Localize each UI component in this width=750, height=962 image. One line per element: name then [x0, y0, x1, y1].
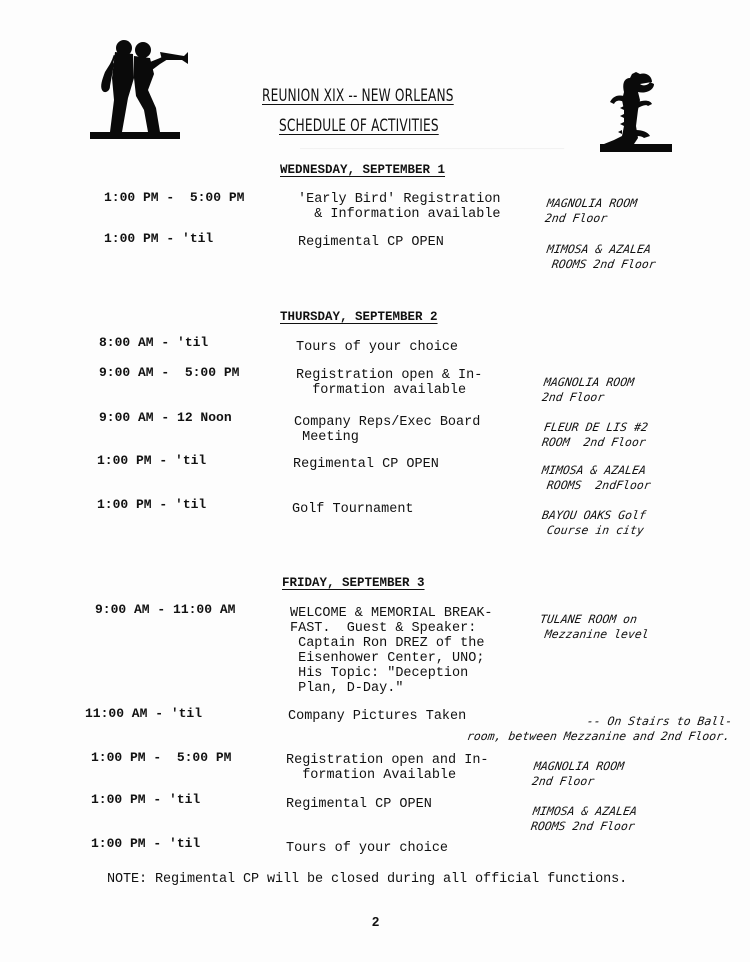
event-activity: Company Reps/Exec Board Meeting — [294, 415, 481, 445]
event-location: FLEUR DE LIS #2 ROOM 2nd Floor — [541, 420, 649, 449]
event-activity: Company Pictures Taken — [288, 709, 467, 724]
document-subtitle: SCHEDULE OF ACTIVITIES — [279, 116, 439, 135]
day-heading-wednesday: WEDNESDAY, SEPTEMBER 1 — [280, 163, 446, 177]
event-location: MAGNOLIA ROOM 2nd Floor — [541, 375, 636, 404]
event-activity: Tours of your choice — [296, 340, 459, 355]
event-time: 9:00 AM - 12 Noon — [99, 410, 232, 425]
event-location: TULANE ROOM on Mezzanine level — [537, 612, 650, 641]
event-activity: Registration open and In- formation Available — [286, 753, 489, 783]
event-activity: Tours of your choice — [286, 841, 449, 856]
day-heading-thursday: THURSDAY, SEPTEMBER 2 — [280, 310, 438, 324]
event-activity: WELCOME & MEMORIAL BREAK- FAST. Guest & Speaker: Captain Ron DREZ of the Eisenhower Center, UNO; His Topic: "Deception Plan, D-Day." — [290, 606, 493, 696]
jazz-musicians-illustration — [88, 38, 192, 142]
event-time: 1:00 PM - 5:00 PM — [104, 190, 245, 205]
event-location: MAGNOLIA ROOM 2nd Floor — [544, 196, 639, 225]
event-time: 9:00 AM - 5:00 PM — [99, 365, 240, 380]
event-time: 9:00 AM - 11:00 AM — [95, 602, 236, 617]
event-time: 1:00 PM - 5:00 PM — [91, 750, 232, 765]
event-time: 1:00 PM - 'til — [104, 231, 214, 246]
event-location: MIMOSA & AZALEA ROOMS 2ndFloor — [539, 463, 652, 492]
event-activity: Registration open & In- formation available — [296, 368, 483, 398]
event-location: MIMOSA & AZALEA ROOMS 2nd Floor — [530, 804, 638, 833]
event-time: 1:00 PM - 'til — [91, 792, 201, 807]
alligator-illustration — [594, 70, 674, 154]
event-activity: 'Early Bird' Registration & Information available — [298, 192, 501, 222]
event-activity: Regimental CP OPEN — [286, 797, 432, 812]
day-heading-friday: FRIDAY, SEPTEMBER 3 — [282, 576, 425, 590]
document-title: REUNION XIX -- NEW ORLEANS — [262, 86, 454, 105]
event-activity: Regimental CP OPEN — [293, 457, 439, 472]
page-number: 2 — [372, 914, 380, 929]
event-location: -- On Stairs to Ball- room, between Mezzanine and 2nd Floor. — [466, 714, 734, 743]
event-time: 11:00 AM - 'til — [85, 706, 203, 721]
event-time: 1:00 PM - 'til — [91, 836, 201, 851]
event-location: BAYOU OAKS Golf Course in city — [539, 508, 647, 537]
bleed-through-text: ________________________________________ — [300, 140, 565, 152]
schedule-note: NOTE: Regimental CP will be closed during all official functions. — [107, 872, 628, 887]
event-activity: Regimental CP OPEN — [298, 235, 444, 250]
event-location: MAGNOLIA ROOM 2nd Floor — [531, 759, 626, 788]
event-time: 1:00 PM - 'til — [97, 497, 207, 512]
event-time: 1:00 PM - 'til — [97, 453, 207, 468]
event-location: MIMOSA & AZALEA ROOMS 2nd Floor — [544, 242, 657, 271]
event-time: 8:00 AM - 'til — [99, 335, 209, 350]
event-activity: Golf Tournament — [292, 502, 414, 517]
